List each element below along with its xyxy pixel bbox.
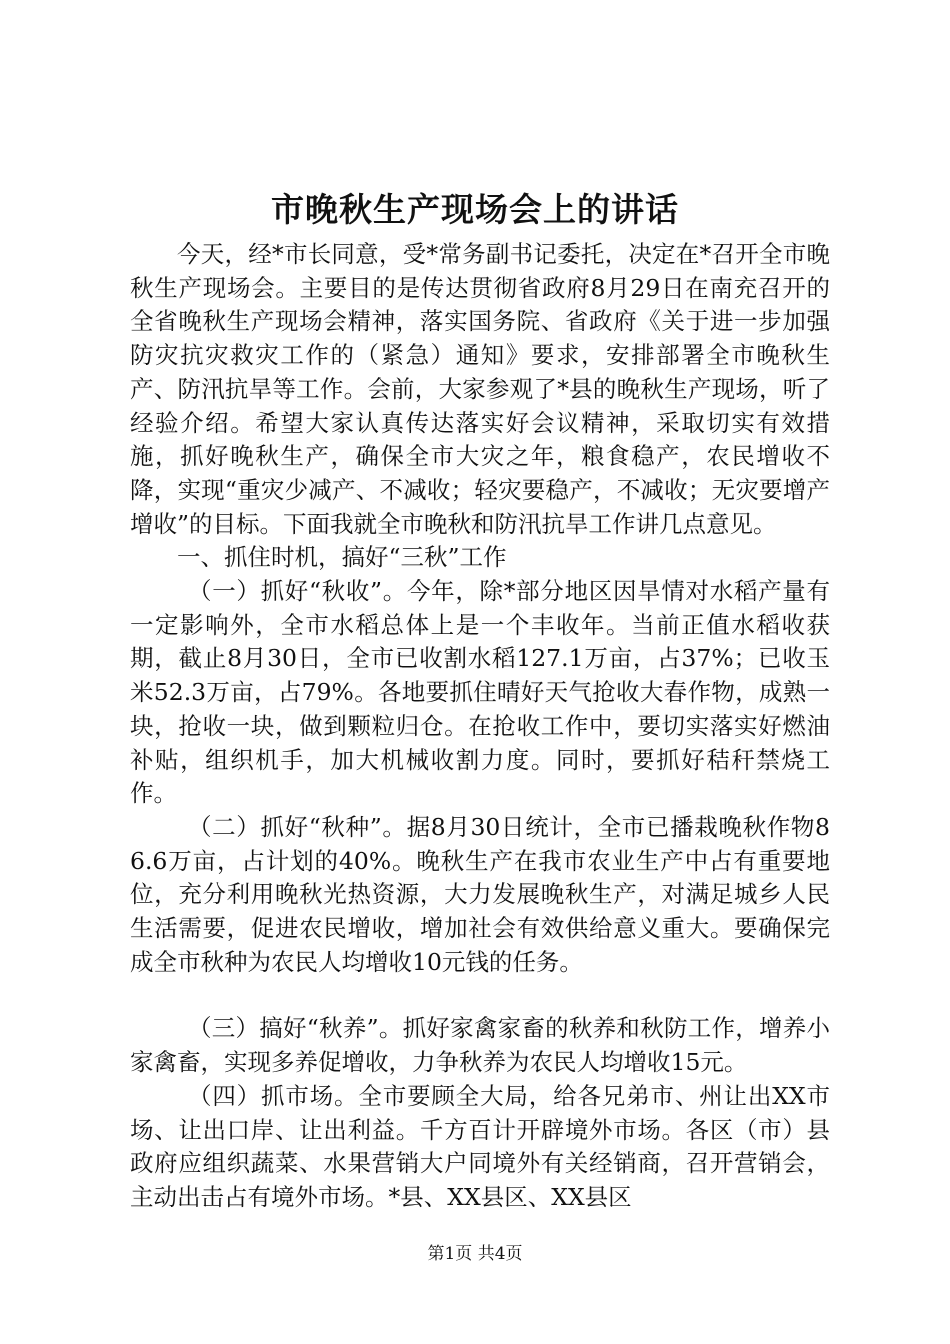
- paragraph-market: （四）抓市场。全市要顾全大局，给各兄弟市、州让出XX市场、让出口岸、让出利益。千方百计开辟境外市场。各区（市）县政府应组织蔬菜、水果营销大户同境外有关经销商，召开营销会，主动出击占有境外市场。*县、XX县区、XX县区: [130, 1081, 830, 1211]
- page-footer: 第1页 共4页: [427, 1244, 523, 1264]
- intro-paragraph: 今天，经*市长同意，受*常务副书记委托，决定在*召开全市晚秋生产现场会。主要目的是传达贯彻省政府8月29日在南充召开的全省晚秋生产现场会精神，落实国务院、省政府《关于进一步加强防灾抗灾救灾工作的（紧急）通知》要求，安排部署全市晚秋生产、防汛抗旱等工作。会前，大家参观了*县的晚秋生产现场，听了经验介绍。希望大家认真传达落实好会议精神，采取切实有效措施，抓好晚秋生产，确保全市大灾之年，粮食稳产，农民增收不降，实现“重灾少减产、不减收；轻灾要稳产，不减收；无灾要增产增收”的目标。下面我就全市晚秋和防汛抗旱工作讲几点意见。: [130, 240, 830, 538]
- paragraph-autumn-planting: （二）抓好“秋种”。据8月30日统计，全市已播栽晚秋作物86.6万亩，占计划的40%。晚秋生产在我市农业生产中占有重要地位，充分利用晚秋光热资源，大力发展晚秋生产，对满足城乡人民生活需要，促进农民增收，增加社会有效供给意义重大。要确保完成全市秋种为农民人均增收10元钱的任务。: [130, 812, 830, 976]
- document-title: 市晚秋生产现场会上的讲话: [271, 190, 679, 229]
- section-heading-1: 一、抓住时机，搞好“三秋”工作: [177, 543, 507, 572]
- document-body: [130, 238, 830, 1215]
- paragraph-autumn-harvest: （一）抓好“秋收”。今年，除*部分地区因旱情对水稻产量有一定影响外，全市水稻总体上是一个丰收年。当前正值水稻收获期，截止8月30日，全市已收割水稻127.1万亩，占37%；已收玉米52.3万亩，占79%。各地要抓住晴好天气抢收大春作物，成熟一块，抢收一块，做到颗粒归仓。在抢收工作中，要切实落实好燃油补贴，组织机手，加大机械收割力度。同时，要抓好秸秆禁烧工作。: [130, 577, 830, 808]
- paragraph-autumn-raising: （三）搞好“秋养”。抓好家禽家畜的秋养和秋防工作，增养小家禽畜，实现多养促增收，力争秋养为农民人均增收15元。: [130, 1014, 830, 1077]
